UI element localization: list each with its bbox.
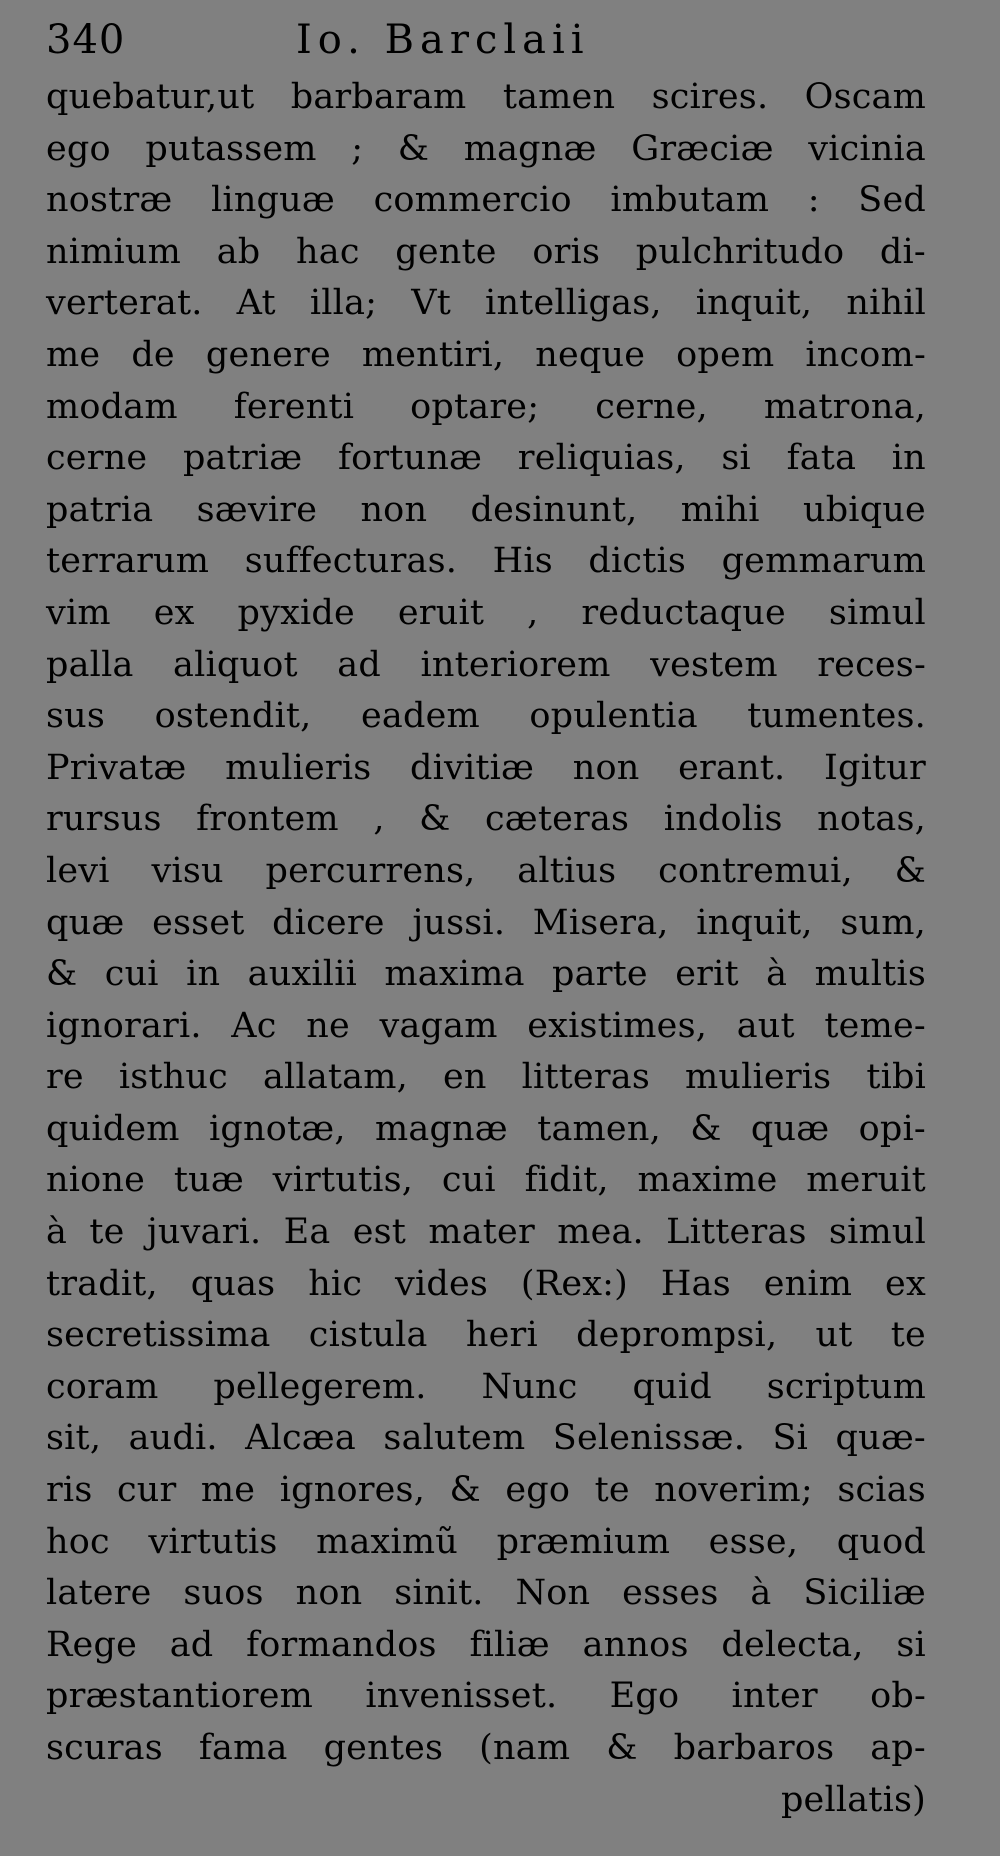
word: esses — [622, 1573, 719, 1614]
word: sus — [46, 696, 106, 737]
word: gentes — [323, 1728, 444, 1768]
word: percurrens, — [265, 850, 476, 891]
word: est — [352, 1212, 407, 1253]
word: litteras — [521, 1057, 650, 1098]
text-line — [46, 640, 926, 692]
word: hic — [308, 1263, 363, 1304]
word: non — [295, 1573, 363, 1614]
word: quas — [190, 1263, 276, 1304]
word: quebatur,ut — [46, 77, 255, 117]
word: te — [890, 1315, 926, 1356]
word: cerne — [46, 438, 148, 479]
word: esse, — [708, 1521, 799, 1562]
word: ferenti — [233, 386, 355, 427]
word: intelligas, — [485, 283, 662, 324]
word: me — [200, 1470, 256, 1511]
word: pellatis) — [780, 1779, 926, 1820]
word: opulentia — [529, 696, 698, 737]
word: in — [186, 954, 221, 995]
text-line — [46, 1310, 926, 1362]
word: (nam — [479, 1728, 571, 1768]
word: cæteras — [484, 799, 630, 840]
word: Litteras — [666, 1212, 807, 1253]
word: ex — [153, 592, 195, 633]
text-line — [46, 1413, 926, 1465]
word: gente — [395, 231, 497, 272]
word: tibi — [866, 1057, 926, 1098]
word: teme- — [824, 1005, 926, 1046]
word: patria — [46, 489, 154, 530]
word: opem — [676, 334, 775, 375]
text-line — [46, 743, 926, 795]
word: & — [449, 1470, 481, 1511]
word: fidit, — [524, 1160, 609, 1201]
word: scias — [837, 1470, 926, 1511]
word: me — [46, 334, 101, 375]
word: : — [807, 180, 820, 221]
word: commercio — [373, 180, 572, 221]
word: à — [766, 954, 788, 995]
word: altius — [517, 850, 617, 891]
word: salutem — [383, 1418, 526, 1459]
word: hoc — [46, 1521, 110, 1562]
word: mater — [428, 1212, 535, 1253]
word: magnæ — [374, 1108, 508, 1149]
word: imbutam — [610, 180, 770, 221]
word: quæ- — [835, 1418, 926, 1459]
word: nostræ — [46, 180, 173, 221]
word: isthuc — [118, 1057, 228, 1098]
word: Vt — [411, 283, 451, 324]
word: optare; — [410, 386, 540, 427]
word: tumentes. — [747, 696, 926, 737]
word: mentiri, — [361, 334, 505, 375]
word: simul — [828, 592, 926, 633]
word: Ego — [609, 1676, 680, 1717]
word: incom- — [805, 334, 926, 375]
word: Siciliæ — [803, 1573, 926, 1614]
word: vagam — [379, 1005, 498, 1046]
word: te — [89, 1212, 125, 1253]
word: visu — [151, 850, 224, 891]
body-text — [46, 72, 926, 1826]
word: vestem — [650, 644, 778, 685]
word: barbaros — [673, 1728, 835, 1768]
word: matrona, — [763, 386, 926, 427]
text-line — [46, 1517, 926, 1569]
word: Alcæa — [245, 1418, 356, 1459]
text-line — [46, 1775, 926, 1827]
word: filiæ — [469, 1624, 550, 1665]
word: formandos — [246, 1624, 437, 1665]
word: non — [572, 747, 640, 788]
word: sinit. — [394, 1573, 484, 1614]
text-line — [46, 794, 926, 846]
word: genere — [205, 334, 331, 375]
word: vicinia — [808, 128, 926, 169]
word: auxilii — [247, 954, 357, 995]
word: Privatæ — [46, 747, 187, 788]
word: & — [397, 128, 430, 169]
word: esset — [152, 902, 245, 943]
text-line — [46, 1259, 926, 1311]
word: dictis — [588, 541, 687, 582]
word: aut — [736, 1005, 795, 1046]
text-line — [46, 1052, 926, 1104]
text-line — [46, 1671, 926, 1723]
word: Ac — [231, 1005, 277, 1046]
word: scriptum — [766, 1366, 926, 1407]
word: parte — [552, 954, 648, 995]
word: linguæ — [211, 180, 336, 221]
word: frontem — [196, 799, 339, 840]
word: palla — [46, 644, 134, 685]
word: Igitur — [824, 747, 926, 788]
text-line — [46, 588, 926, 640]
text-line — [46, 485, 926, 537]
text-line — [46, 1001, 926, 1053]
text-line — [46, 433, 926, 485]
word: multis — [814, 954, 926, 995]
word: indolis — [663, 799, 783, 840]
word: fama — [198, 1728, 288, 1768]
text-line — [46, 1362, 926, 1414]
text-line — [46, 691, 926, 743]
word: gemmarum — [721, 541, 926, 582]
text-line — [46, 1155, 926, 1207]
word: illa; — [309, 283, 378, 324]
word: ignorari. — [46, 1005, 202, 1046]
word: fata — [786, 438, 857, 479]
word: modam — [46, 386, 178, 427]
word: sum, — [840, 902, 926, 943]
word: rursus — [46, 799, 162, 840]
word: vim — [46, 592, 111, 633]
word: invenisset. — [365, 1676, 558, 1717]
text-line — [46, 898, 926, 950]
word: coram — [46, 1366, 159, 1407]
word: ad — [337, 644, 381, 685]
word: aliquot — [173, 644, 298, 685]
word: audi. — [128, 1418, 218, 1459]
word: desinunt, — [470, 489, 638, 530]
word: ab — [216, 231, 261, 272]
word: & — [606, 1728, 638, 1768]
word: Misera, — [532, 902, 669, 943]
word: à — [750, 1573, 772, 1614]
word: deprompsi, — [576, 1315, 778, 1356]
word: & — [690, 1108, 722, 1149]
word: jussi. — [412, 902, 506, 943]
word: Græciæ — [631, 128, 774, 169]
word: ignotæ, — [208, 1108, 346, 1149]
word: & — [46, 954, 78, 995]
word: ego — [46, 128, 111, 169]
word: putassem — [145, 128, 317, 169]
word: mihi — [680, 489, 760, 530]
word: si — [896, 1624, 926, 1665]
word: ego — [505, 1470, 571, 1511]
word: ut — [815, 1315, 853, 1356]
word: cui — [104, 954, 159, 995]
word: di- — [879, 231, 926, 272]
word: , — [527, 592, 539, 633]
word: allatam, — [262, 1057, 408, 1098]
word: notas, — [817, 799, 926, 840]
word: pulchritudo — [635, 231, 845, 272]
text-line — [46, 1465, 926, 1517]
word: neque — [535, 334, 646, 375]
word: Ea — [283, 1212, 331, 1253]
page-header — [46, 14, 946, 66]
text-line — [46, 227, 926, 279]
word: noverim; — [654, 1470, 813, 1511]
text-line — [46, 846, 926, 898]
word: fortunæ — [337, 438, 483, 479]
word: hac — [296, 231, 360, 272]
word: inter — [731, 1676, 818, 1717]
word: inquit, — [695, 283, 813, 324]
word: , — [373, 799, 385, 840]
word: barbaram — [290, 77, 467, 117]
word: latere — [46, 1573, 152, 1614]
word: ex — [885, 1263, 926, 1304]
running-head: Io. Barclaii — [296, 17, 590, 63]
text-line — [46, 382, 926, 434]
word: juvari. — [146, 1212, 262, 1253]
word: erit — [675, 954, 739, 995]
word: quæ — [750, 1108, 830, 1149]
text-line — [46, 536, 926, 588]
word: quod — [836, 1521, 926, 1562]
word: cistula — [308, 1315, 428, 1356]
word: Non — [515, 1573, 591, 1614]
word: cui — [441, 1160, 496, 1201]
word: Nunc — [481, 1366, 578, 1407]
word: reliquias, — [517, 438, 686, 479]
word: heri — [465, 1315, 538, 1356]
word: (Rex:) — [520, 1263, 629, 1304]
word: magnæ — [463, 128, 597, 169]
word: eruit — [397, 592, 485, 633]
word: Sed — [858, 180, 926, 221]
word: quidem — [46, 1108, 180, 1149]
word: maxima — [384, 954, 525, 995]
word: non — [360, 489, 428, 530]
word: contremui, — [658, 850, 853, 891]
text-line — [46, 72, 926, 124]
word: ob- — [870, 1676, 926, 1717]
word: At — [236, 283, 276, 324]
text-line — [46, 1723, 926, 1775]
word: te — [594, 1470, 630, 1511]
word: ; — [351, 128, 364, 169]
word: re — [46, 1057, 84, 1098]
word: suffecturas. — [244, 541, 458, 582]
word: en — [442, 1057, 487, 1098]
word: eadem — [361, 696, 480, 737]
page-number: 340 — [46, 17, 126, 63]
word: opi- — [858, 1108, 926, 1149]
text-line — [46, 1207, 926, 1259]
word: delecta, — [721, 1624, 864, 1665]
word: cerne, — [595, 386, 708, 427]
word: mulieris — [684, 1057, 832, 1098]
word: à — [46, 1212, 68, 1253]
word: maxime — [637, 1160, 778, 1201]
word: verterat. — [46, 283, 203, 324]
word: & — [419, 799, 451, 840]
text-line — [46, 175, 926, 227]
word: suos — [183, 1573, 264, 1614]
word: His — [492, 541, 553, 582]
word: Rege — [46, 1624, 137, 1665]
word: tamen — [502, 77, 616, 117]
word: sit, — [46, 1418, 102, 1459]
word: Oscam — [804, 77, 926, 117]
word: vides — [395, 1263, 489, 1304]
word: nihil — [846, 283, 926, 324]
word: Selenissæ. — [552, 1418, 746, 1459]
word: patriæ — [182, 438, 303, 479]
text-line — [46, 1104, 926, 1156]
word: ne — [306, 1005, 350, 1046]
word: maximũ — [316, 1521, 458, 1562]
word: tradit, — [46, 1263, 158, 1304]
word: dicere — [272, 902, 385, 943]
word: in — [891, 438, 926, 479]
text-line — [46, 949, 926, 1001]
word: & — [894, 850, 926, 891]
word: reces- — [817, 644, 926, 685]
word: cur — [116, 1470, 177, 1511]
word: virtutis — [148, 1521, 278, 1562]
word: scuras — [46, 1728, 163, 1768]
word: tamen, — [537, 1108, 661, 1149]
word: pellegerem. — [213, 1366, 427, 1407]
word: divitiæ — [410, 747, 535, 788]
word: scires. — [651, 77, 769, 117]
word: nimium — [46, 231, 182, 272]
word: ad — [169, 1624, 214, 1665]
text-line — [46, 1568, 926, 1620]
word: ignores, — [279, 1470, 426, 1511]
word: terrarum — [46, 541, 210, 582]
word: oris — [532, 231, 601, 272]
word: interiorem — [420, 644, 611, 685]
word: annos — [582, 1624, 689, 1665]
word: ris — [46, 1470, 93, 1511]
word: præstantiorem — [46, 1676, 314, 1717]
word: simul — [828, 1212, 926, 1253]
word: enim — [763, 1263, 853, 1304]
text-line — [46, 330, 926, 382]
text-line — [46, 1620, 926, 1672]
word: levi — [46, 850, 110, 891]
word: ap- — [870, 1728, 926, 1768]
word: sævire — [196, 489, 318, 530]
word: quid — [632, 1366, 712, 1407]
word: inquit, — [696, 902, 813, 943]
word: virtutis, — [272, 1160, 414, 1201]
text-line — [46, 278, 926, 330]
word: mulieris — [225, 747, 372, 788]
word: Si — [772, 1418, 809, 1459]
word: secretissima — [46, 1315, 271, 1356]
word: meruit — [806, 1160, 926, 1201]
word: pyxide — [237, 592, 355, 633]
word: quæ — [46, 902, 125, 943]
word: de — [131, 334, 175, 375]
word: præmium — [496, 1521, 671, 1562]
word: ubique — [802, 489, 926, 530]
word: si — [721, 438, 751, 479]
text-line — [46, 124, 926, 176]
word: nione — [46, 1160, 146, 1201]
word: mea. — [557, 1212, 644, 1253]
word: erant. — [678, 747, 786, 788]
word: ostendit, — [154, 696, 312, 737]
word: existimes, — [527, 1005, 708, 1046]
word: tuæ — [173, 1160, 244, 1201]
word: Has — [660, 1263, 731, 1304]
word: reductaque — [581, 592, 786, 633]
